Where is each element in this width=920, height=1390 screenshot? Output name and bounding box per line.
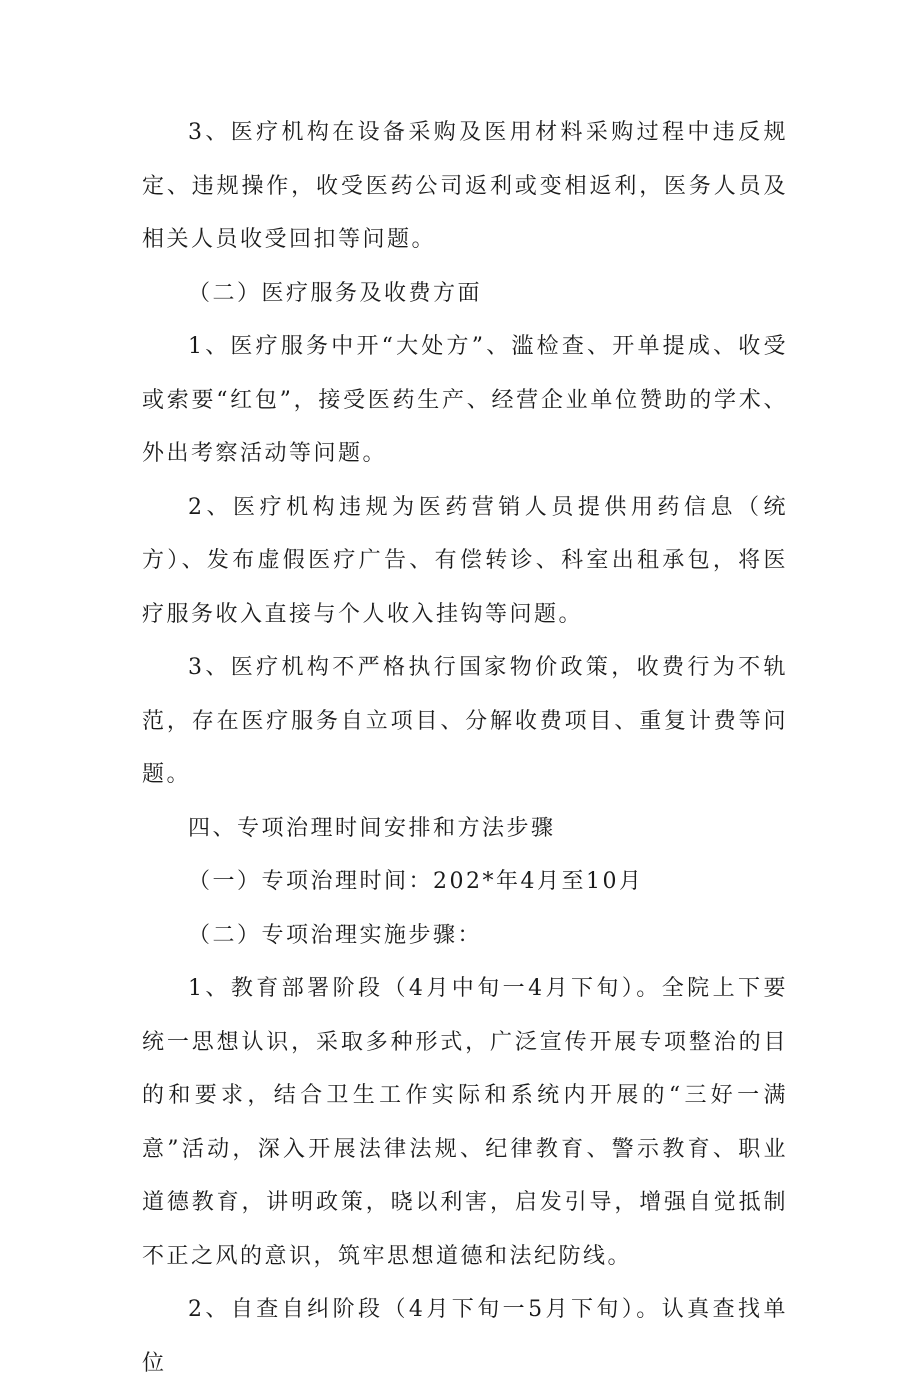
paragraph-self-inspection: 2、自查自纠阶段（4月下旬一5月下旬）。认真查找单位 bbox=[142, 1297, 788, 1376]
subheading-implementation-steps: （二）专项治理实施步骤： bbox=[188, 922, 483, 948]
section-heading-medical-services-fees: （二）医疗服务及收费方面 bbox=[188, 280, 483, 306]
paragraph-big-prescriptions: 1、医疗服务中开“大处方”、滥检查、开单提成、收受或索要“红包”，接受医药生产、经营企业单位赞助的学术、外出考察活动等问题。 bbox=[142, 334, 788, 466]
paragraph-procurement-kickbacks: 3、医疗机构在设备采购及医用材料采购过程中违反规定、违规操作，收受医药公司返利或变相返利，医务人员及相关人员收受回扣等问题。 bbox=[142, 120, 788, 252]
section-heading-schedule-methods: 四、专项治理时间安排和方法步骤 bbox=[188, 815, 556, 841]
document-body bbox=[142, 106, 788, 1390]
subheading-governance-period: （一）专项治理时间：202*年4月至10月 bbox=[188, 869, 644, 894]
paragraph-pricing-policy: 3、医疗机构不严格执行国家物价政策，收费行为不轨范，存在医疗服务自立项目、分解收费项目、重复计费等问题。 bbox=[142, 655, 788, 787]
paragraph-prescription-statistics: 2、医疗机构违规为医药营销人员提供用药信息（统方）、发布虚假医疗广告、有偿转诊、科室出租承包，将医疗服务收入直接与个人收入挂钩等问题。 bbox=[142, 494, 788, 627]
paragraph-education-deployment: 1、教育部署阶段（4月中旬一4月下旬）。全院上下要统一思想认识，采取多种形式，广泛宣传开展专项整治的目的和要求，结合卫生工作实际和系统内开展的“三好一满意”活动，深入开展法律法规、纪律教育、警示教育、职业道德教育，讲明政策，晓以利害，启发引导，增强自觉抵制不正之风的意识，筑牢思想道德和法纪防线。 bbox=[142, 976, 788, 1269]
